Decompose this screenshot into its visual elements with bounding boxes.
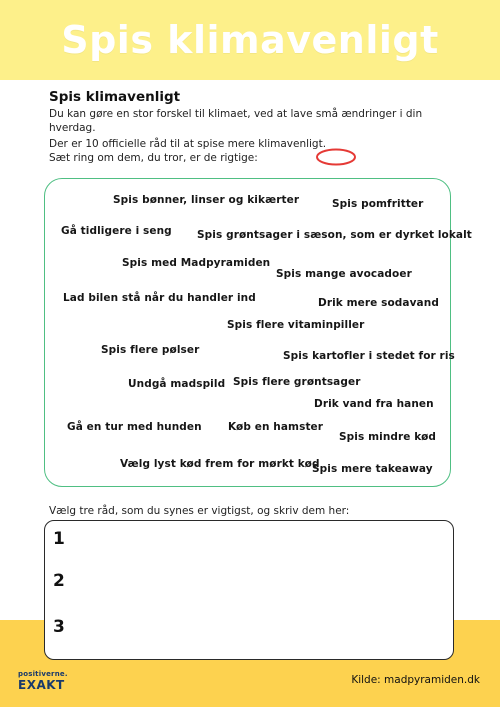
tip-item[interactable]: Spis mindre kød xyxy=(339,431,437,443)
tip-item[interactable]: Lad bilen stå når du handler ind xyxy=(63,292,256,304)
tips-box xyxy=(44,178,472,487)
tip-item[interactable]: Gå tidligere i seng xyxy=(61,225,172,237)
tip-item[interactable]: Spis mange avocadoer xyxy=(276,268,412,280)
tip-item[interactable]: Spis flere vitaminpiller xyxy=(227,319,365,331)
intro-text: Du kan gøre en stor forskel til klimaet, ved at lave små ændringer i din hverdag. xyxy=(49,108,423,134)
source-credit: Kilde: madpyramiden.dk xyxy=(351,674,480,686)
page-title: Spis klimavenligt xyxy=(49,89,181,105)
tip-item[interactable]: Spis flere grøntsager xyxy=(233,376,361,388)
answer-box[interactable] xyxy=(44,520,454,660)
instruction-line-1: Der er 10 officielle råd til at spise mere klimavenligt. xyxy=(49,138,327,150)
tip-item[interactable]: Spis grøntsager i sæson, som er dyrket lokalt xyxy=(197,229,472,241)
tip-item[interactable]: Spis pomfritter xyxy=(332,198,424,210)
logo-big-text: EXAKT xyxy=(18,678,65,692)
tip-item[interactable]: Spis kartofler i stedet for ris xyxy=(283,350,455,362)
tip-item[interactable]: Drik mere sodavand xyxy=(318,297,439,309)
instruction-line-2: Sæt ring om dem, du tror, er de rigtige: xyxy=(49,152,258,164)
answer-number-1: 1 xyxy=(53,529,65,549)
answer-number-3: 3 xyxy=(53,617,65,637)
tip-item[interactable]: Spis med Madpyramiden xyxy=(122,257,271,269)
tip-item[interactable]: Spis mere takeaway xyxy=(312,463,433,475)
tip-item[interactable]: Spis bønner, linser og kikærter xyxy=(113,194,300,206)
tip-item[interactable]: Drik vand fra hanen xyxy=(314,398,434,410)
banner-title: Spis klimavenligt xyxy=(61,18,439,62)
answer-instruction: Vælg tre råd, som du synes er vigtigst, og skriv dem her: xyxy=(49,505,350,517)
tip-item[interactable]: Vælg lyst kød frem for mørkt kød xyxy=(120,458,320,470)
answer-number-2: 2 xyxy=(53,571,65,591)
red-circle-icon xyxy=(316,148,356,166)
tip-item[interactable]: Undgå madspild xyxy=(128,378,226,390)
tip-item[interactable]: Køb en hamster xyxy=(228,421,324,433)
instruction-text xyxy=(49,137,349,165)
tip-item[interactable]: Gå en tur med hunden xyxy=(67,421,202,433)
logo-small-text: positiverne. xyxy=(18,670,68,678)
tip-item[interactable]: Spis flere pølser xyxy=(101,344,200,356)
logo xyxy=(18,669,68,690)
